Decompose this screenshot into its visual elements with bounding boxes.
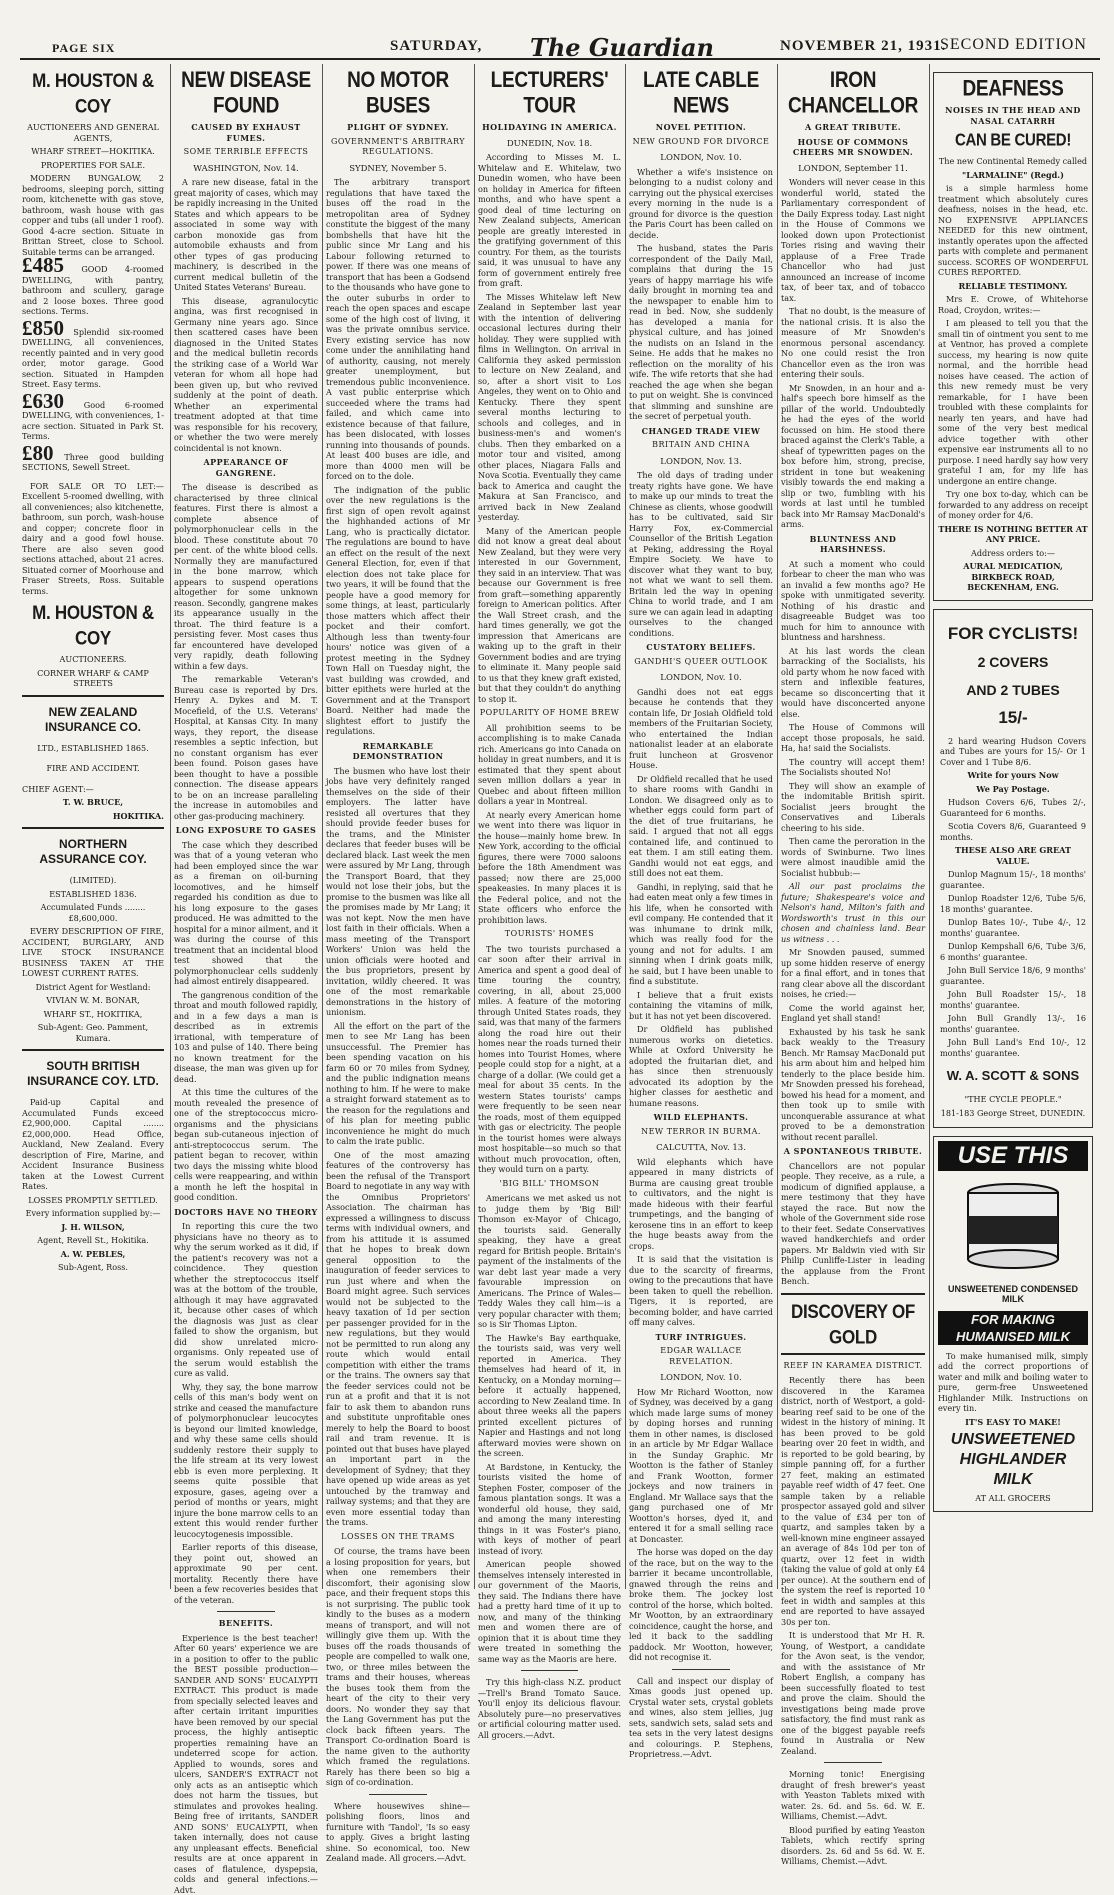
milk-ad [933, 1136, 1093, 1512]
section-heading: CUSTATORY BELIEFS. [629, 642, 773, 653]
advertisement-text: Morning tonic! Energising draught of fresh brewer's yeast with Yeaston Tablets mixed with water. 2s. 6d. and 5s. 6d. W. E. Williams, Chemist.—Advt. [781, 1769, 925, 1822]
section-heading: LONG EXPOSURE TO GASES [174, 825, 318, 836]
article-subhead: SOME TERRIBLE EFFECTS [174, 147, 318, 158]
article-paragraph: It is said that the visitation is due to the scarcity of firearms, owing to the precautions that have been taken to quell the rebellion. Tigers, it is reported, are becoming bolder, and have carried off many calves. [629, 1254, 773, 1328]
article-paragraph: The Misses Whitelaw left New Zealand in September last year with the intention of delivering occasional lectures during their holiday. They were supplied with films in Wellington. On arrival in California they asked permission to lecture on New Zealand, and so, after a short visit to Los Angeles, they went on to Ohio and Kentucky. There they spent several months lecturing to schools and colleges, and in business-men's and women's clubs. Then they embarked on a motor tour and visited, among other places, Niagara Falls and Nova Scotia. Eventually they came back to America and caught the Makura at San Francisco, and arrived back in New Zealand yesterday. [478, 292, 621, 523]
article-paragraph: Then came the peroration in the words of Swinburne. Two lines were almost inaudible amid the Socialist hubbub:— [781, 836, 925, 878]
insurance-heading: NORTHERN ASSURANCE COY. [22, 837, 164, 867]
ad-line: THERE IS NOTHING BETTER AT ANY PRICE. [938, 524, 1088, 545]
listing-price: £630 [22, 389, 64, 413]
article-paragraph: The case which they described was that of a young veteran who had been employed since the war as a fireman on oil-burning locomotives, and he himself regarded his condition as due to his long exposure to the gases produced. He was admitted to the hospital for a minor ailment, and it was during the course of this treatment that an incidental blood test showed that the polymorphonuclear cells suddenly had almost entirely disappeared. [174, 840, 318, 987]
article-paragraph: Recently there has been discovered in the Karamea district, north of Westport, a gold-bearing reef said to be one of the widest in the history of mining. It has been proved to be gold bearing over 20 feet in width, and is reported to be gold bearing, by simple panning off, for a further 27 feet, making an estimated payable reef width of 47 feet. One sample taken by a reliable prospector assayed gold and silver to the value of £34 per ton of quartz, and samples taken by a well-known mine engineer assayed an average of 84s 10d per ton of quartz, over 12 feet in width (taking the value of gold at only £4 per ounce). At the southern end of the system the reef is reported 10 feet in width and samples at this end are reported to have assayed 30s per ton. [781, 1375, 925, 1627]
tin-label: UNSWEETENED CONDENSED MILK [938, 1284, 1088, 1305]
column-motor-buses [326, 64, 470, 1589]
article-paragraph: Of course, the trams have been a losing proposition for years, but when one remembers their discomfort, their agonising slow pace, and their frequent stops this is not surprising. The public took kindly to the buses as a modern means of transport, and will not willingly give them up. With the buses off the roads thousands of people are compelled to walk one, two, or three miles between the trams and their houses, whereas the buses took them from the heart of the city to their very doors. No wonder they say that the Lang Government has put the clock back fifteen years. The Transport Co-ordination Board is the name given to the authority which framed the regulations. Rarely has there been so big a sign of co-ordination. [326, 1546, 470, 1788]
column-cable-news [629, 64, 773, 1589]
article-subhead: HOUSE OF COMMONS CHEERS MR SNOWDEN. [781, 137, 925, 158]
ad-line: ESTABLISHED 1836. [22, 889, 164, 900]
ad-line: We Pay Postage. [940, 784, 1086, 795]
article-paragraph: In reporting this cure the two physicians have no theory as to why the serum worked as it did, if the patient's recovery was not a coincidence. They question whether the streptococcus itself was at the bottom of the trouble, although it may have aggravated it, because other cases of which the diagnosis was just as clear failed to show the organism, but did show unrelated micro-organisms. Only repeated use of the serum would establish the cure as valid. [174, 1221, 318, 1379]
divider [22, 827, 164, 829]
section-heading: TOURISTS' HOMES [478, 929, 621, 940]
masthead-day: SATURDAY, [390, 38, 482, 55]
article-paragraph: Mr Snowden, in an hour and a-half's speech bore himself as the pillar of the world. Undoubtedly he had the eyes of the world focussed on him. He stood there braced against the Clerk's Table, a sheaf of typewritten pages on the box before him, strong, precise, strident in tone but weakening visibly towards the end making a slip or two, fumbling with his words at last until he tumbled back into Mr Ramsay MacDonald's arms. [781, 383, 925, 530]
dateline: CALCUTTA, Nov. 13. [629, 1143, 773, 1154]
article-headline: DISCOVERY OF GOLD [781, 1299, 925, 1350]
article-paragraph: All our past proclaims the future; Shakespeare's voice and Nelson's hand, Milton's faith and Wordsworth's trust in this our chosen and chainless land. Bear us witness . . . [781, 881, 925, 944]
advertisement-text: Call and inspect our display of Xmas goods just opened up. Crystal water sets, crystal goblets and wines, also stem jellies, jug sets, sandwich sets, salad sets and tea sets in the very latest designs and colourings. P. Stephens, Proprietress.—Advt. [629, 1676, 773, 1760]
ad-headline: FOR CYCLISTS! [940, 624, 1086, 644]
column-rule [474, 64, 475, 1589]
article-paragraph: At such a moment who could forbear to cheer the man who was an invalid a few months ago? He spoke with unmitigated severity. Nothing of his drastic and disagreeable Budget was too much for him to announce with bluntness and harshness. [781, 559, 925, 643]
dateline: LONDON, September 11. [781, 164, 925, 175]
listing-price: £850 [22, 316, 64, 340]
article-paragraph: Wonders will never cease in this wonderful world, stated the Parliamentary correspondent of the Daily Express today. Last night in the House of Commons we looked down upon Protectionist Tories rising and waving their applause of a Free Trade Chancellor who had just announced an increase of income tax, of beer tax, and of tobacco tax. [781, 177, 925, 303]
advertisement-text: Try this high-class N.Z. product—Trell's Brand Tomato Sauce. You'll enjoy its delicious flavour. Absolutely pure—no preservatives or artificial colouring matter used. All grocers.—Advt. [478, 1677, 621, 1740]
section-heading: GANDHI'S QUEER OUTLOOK [629, 657, 773, 668]
section-heading: WILD ELEPHANTS. [629, 1112, 773, 1123]
article-paragraph: The horse was doped on the day of the race, but on the way to the barrier it became uncontrollable, gnawed through the reins and broke them. The jockey lost control of the horse, which bolted. Mr Wootton, by an extraordinary coincidence, caught the horse, and led it back to the saddling paddock. Mr Wootton, however, did not recognise it. [629, 1547, 773, 1663]
ad-line: District Agent for Westland: [22, 982, 164, 993]
column-lecturers-tour [478, 64, 621, 1589]
listing-text: Splendid six-roomed DWELLING, all conveniences, recently painted and in very good order, motor garage. Good section. Situated in Hampden Street. Easy terms. [22, 327, 164, 390]
article-paragraph: The busmen who have lost their jobs have very definitely ranged themselves on the side of their employers. The latter have resisted all overtures that they should provide feeder buses for the trams, and the Minister declares that feeder buses will be declared black. Last week the men were assured by Mr Lang, through the Transport Board, that they would not lose their jobs, but the promise to the busmen was like all the promises made by Mr Lang; it was not kept. Now the men have lost faith in their officials. When a mass meeting of the Transport Workers' Union was held the union officials were hooted and the bus proprietors, present by invitation, wildly cheered. It was one of the most remarkable demonstrations in the history of unionism. [326, 766, 470, 1018]
page-number: PAGE SIX [52, 41, 115, 56]
insurance-heading: NEW ZEALAND INSURANCE CO. [22, 705, 164, 735]
section-heading: CHANGED TRADE VIEW [629, 426, 773, 437]
article-paragraph: How Mr Richard Wootton, now of Sydney, was deceived by a gang which made large sums of money by doping horses and running them in other names, is disclosed in an article by Mr Edgar Wallace in the Sunday Graphic. Mr Wootton is the father of Stanley and Frank Wootton, former jockeys and now trainers in England. Mr Wallace says that the gang purchased one of Mr Wootton's horses, dyed it, and entered it for a small selling race at Doncaster. [629, 1387, 773, 1545]
ad-line: FIRE AND ACCIDENT. [22, 763, 164, 774]
article-subhead: NEW GROUND FOR DIVORCE [629, 137, 773, 148]
ad-line: Write for yours Now [940, 770, 1086, 781]
article-headline: LATE CABLE NEWS [629, 69, 773, 120]
column-iron-chancellor [781, 64, 925, 1589]
article-paragraph: I believe that a fruit exists containing the vitamins of milk, but it has not yet been discovered. [629, 990, 773, 1022]
divider [22, 695, 164, 697]
column-new-disease [174, 64, 318, 1589]
milk-tin-icon [938, 1181, 1088, 1274]
ad-line: A. W. PEBLES, [22, 1249, 164, 1260]
divider [824, 1762, 882, 1763]
article-paragraph: Come the world against her, England yet shall stand! [781, 1003, 925, 1024]
article-paragraph: One of the most amazing features of the controversy has been the refusal of the Transport Board to negotiate in any way with the Omnibus Proprietors' Association. The chairman has expressed a willingness to discuss terms with individual owners, and from his attitude it is assumed that he hopes to break down general opposition to the inauguration of feeder services to run just where and when the Board might agree. Such services would not be subjected to the heavy taxation of 1d per section per passenger provided for in the new regulations, but they would not be permitted to run along any route which would entail competition with either the trams or the trains. The owners say that the feeder services could not be run at a profit and that it is not fair to ask them to abandon runs and substitute unprofitable ones merely to help the Board to boost rail and tram revenue. It is pointed out that buses have played an important part in the development of Sydney; that they have opened up wide areas as yet untouched by the tramway and railway systems; and that they are even more essential today than the trams. [326, 1150, 470, 1528]
article-paragraph: The remarkable Veteran's Bureau case is reported by Drs. Henry A. Dykes and M. T. Mocefield, of the U.S. Veterans' Hospital, at Kansas City. In many ways, they report, the disease resembles a septic infection, but no constant organism has ever been found. Poison gases have been thought to have a possible connection. The disease appears to be on an increase paralleling the increase in automobiles and other gas-producing machinery. [174, 674, 318, 821]
article-paragraph: All prohibition seems to be accomplishing is to make Canada rich. Americans go into Canada on holiday in great numbers, and it is estimated that they spent about seven million dollars a year in Quebec and about fifteen million dollars a year in Montreal. [478, 723, 621, 807]
listing-text: FOR SALE OR TO LET:—Excellent 5-roomed dwelling, with all conveniences; also kitchenette, bathroom, sun porch, wash-house and copper; concrete floor in dairy and a good fowl house. There are also seven good sections attached, about 21 acres. Situated corner of Moorhouse and Fraser Streets, Ross. Suitable terms. [22, 481, 164, 597]
column-rule [322, 64, 323, 1589]
article-paragraph: Exhausted by his task he sank back weakly to the Treasury Bench. Mr Ramsay MacDonald put his arm about him and helped him tenderly to the place beside him. Mr Snowden pressed his forehead, bowed his head for a moment, and then took up to smile with unconquerable assurance at what proved to be a demonstration without recent parallel. [781, 1027, 925, 1143]
ad-headline: AND 2 TUBES [940, 680, 1086, 700]
article-paragraph: It is understood that Mr H. R. Young, of Westport, a candidate for the Avon seat, is the vendor, and with the assistance of Mr Robert English, a company has been successfully floated to test and prove the claim. Should the investigations being made prove satisfactory, the find must rank as one of the biggest payable reefs found in Australia or New Zealand. [781, 1630, 925, 1756]
advertiser-heading: M. HOUSTON & COY [22, 601, 164, 652]
masthead-date: NOVEMBER 21, 1931. [780, 38, 946, 55]
ad-text: I am pleased to tell you that the small tin of ointment you sent to me at Ventnor, has proved a complete success, my hearing is now quite normal, and the horrible head noises have ceased. The action of this new remedy must be very remarkable, for I have been troubled with these complaints for nearly ten years, and have had some of the very best medical advice together with other expensive ear instruments all to no purpose. I need hardly say how very grateful I am, for my life has undergone an entire change. [938, 318, 1088, 486]
article-paragraph: The House of Commons will accept those proposals, he said. Ha, ha! said the Socialists. [781, 722, 925, 754]
ad-headline: USE THIS [938, 1141, 1088, 1171]
column-advertisements [933, 64, 1093, 1589]
article-paragraph: Whether a wife's insistence on belonging to a nudist colony and carrying out the physical exercises every morning in the nude is a ground for divorce is the question the Paris Court has been called on decide. [629, 167, 773, 241]
article-paragraph: The two tourists purchased a car soon after their arrival in America and spent a good deal of time touring the country, covering, in all, about 25,000 miles. A feature of the motoring through United States roads, they said, was that many of the farmers along the road hire out their homes near the roads turned their homes into Tourist Homes, where people could stop for a night, at a charge of a dollar. (We could get a meal for about 35 cents. In the western States tourists' camps were frequently to be seen near the roads, most of them equipped with gas or electricity. The people in the tourist homes were always most hospitable—so much so that without much provocation, often, they would turn on a party. [478, 944, 621, 1175]
article-paragraph: At his last words the clean barracking of the Socialists, his old party whom he now faced with stern and inflexible features, became so disconcerting that it would have disconcerted anyone else. [781, 646, 925, 720]
section-heading: POPULARITY OF HOME BREW [478, 708, 621, 719]
divider [217, 1611, 275, 1612]
article-paragraph: The country will accept them! The Socialists shouted No! [781, 757, 925, 778]
ad-text: John Bull Land's End 10/-, 12 months' guarantee. [940, 1037, 1086, 1058]
divider [781, 1293, 925, 1295]
ad-line: VIVIAN W. M. BONAR, [22, 995, 164, 1006]
listing-text: EVERY DESCRIPTION OF FIRE, ACCIDENT, BURGLARY, AND LIVE STOCK INSURANCE BUSINESS TAKEN AT THE LOWEST CURRENT RATES. [22, 926, 164, 979]
divider [22, 1049, 164, 1051]
article-paragraph: All the effort on the part of the men to see Mr Lang has been unsuccessful. The Premier has been spending vacation on his farm 60 or 70 miles from Sydney, and the public indignation means nothing to him. If he were to make a straight forward statement as to the reason for the regulations and of his plan for meeting public inconvenience he might do much to calm the irate public. [326, 1021, 470, 1147]
ad-headline: CAN BE CURED! [938, 128, 1088, 153]
article-paragraph: The gangrenous condition of the throat and mouth followed rapidly, and in a few days a man is described as in extremis irrational, with temperature of 103 and pulse of 140. There being no known treatment for the disease, the man was given up for dead. [174, 990, 318, 1085]
ad-line: The new Continental Remedy called [938, 156, 1088, 167]
listing-price: £80 [22, 441, 54, 465]
article-paragraph: Dr Oldfield recalled that he used to share rooms with Gandhi in London. We disagreed only as to whether eggs could form part of the diet of true fruitarians, he said. I argued that not all eggs contained life, and continued to eat them. I am still eating them. Gandhi would not eat eggs, and still does not eat them. [629, 774, 773, 879]
ad-line: "LARMALINE" (Regd.) [938, 170, 1088, 181]
column-rule [170, 64, 171, 1589]
divider [521, 1670, 578, 1671]
advertiser-heading: M. HOUSTON & COY [22, 69, 164, 120]
advertisement-text: Blood purified by eating Yeaston Tablets, which rectify spring disorders. 2s. 6d and 5s 6d. W. E. Williams, Chemist.—Advt. [781, 1825, 925, 1867]
ad-line: THESE ALSO ARE GREAT VALUE. [940, 845, 1086, 866]
article-paragraph: The disease is described as characterised by three clinical features. First there is almost a complete absence of polymorphonuclear cells in the blood. These constitute about 70 per cent. of the white blood cells. Normally they are manufactured in the bone marrow, which appears to suspend operations altogether for some unknown reason. Secondly, gangrene makes its appearance usually in the throat. The third feature is a persisting fever. Most cases thus far encountered have developed very rapidly, death following within a few days. [174, 482, 318, 671]
ad-line: PROPERTIES FOR SALE. [22, 160, 164, 171]
column-rule [777, 64, 778, 1589]
ad-line: Address orders to:— [938, 548, 1088, 559]
section-heading: BRITAIN AND CHINA [629, 440, 773, 451]
ad-line: CHIEF AGENT:— [22, 784, 164, 795]
ad-line: RELIABLE TESTIMONY. [938, 281, 1088, 292]
ad-text: Hudson Covers 6/6, Tubes 2/-, Guaranteed for 6 months. [940, 797, 1086, 818]
ad-line: Accumulated Funds ........ £8,600,000. [22, 902, 164, 923]
section-heading: BENEFITS. [174, 1618, 318, 1629]
article-paragraph: Gandhi does not eat eggs because he contends that they contain life, Dr Josiah Oldfield told members of the Fruitarian Society, who entertained the Indian nationalist leader at an elaborate fruit luncheon at Grosvenor House. [629, 687, 773, 771]
dateline: LONDON, Nov. 10. [629, 673, 773, 684]
article-subhead: GOVERNMENT'S ARBITRARY REGULATIONS. [326, 137, 470, 158]
ad-line: HOKITIKA. [22, 811, 164, 822]
ad-text: To make humanised milk, simply add the correct proportions of water and milk and boiling water to pure, germ-free Unsweetened Highlander Milk. Instructions on every tin. [938, 1351, 1088, 1414]
ad-headline: UNSWEETENED HIGHLANDER MILK [938, 1430, 1088, 1490]
article-subhead: CAUSED BY EXHAUST FUMES. [174, 122, 318, 143]
ad-headline: FOR MAKING HUMANISED MILK [938, 1311, 1088, 1345]
section-heading: REMARKABLE DEMONSTRATION [326, 741, 470, 762]
section-heading: BLUNTNESS AND HARSHNESS. [781, 534, 925, 555]
ad-line: (LIMITED). [22, 875, 164, 886]
ad-line: Agent, Revell St., Hokitika. [22, 1235, 164, 1246]
masthead [20, 36, 1100, 60]
listing-text: MODERN BUNGALOW, 2 bedrooms, sleeping porch, sitting room, kitchenette with gas stove, bathroom, wash house with gas copper and tubs (all under 1 roof). Good 4-acre section. Situate in Brittan Street, close to School. Suitable terms can be arranged. [22, 173, 164, 257]
listing-text: GOOD 4-roomed DWELLING, with pantry, bathroom and scullery, garage and 2 loose boxes. Three good sections. Terms. [22, 264, 164, 316]
article-headline: NEW DISEASE FOUND [174, 69, 318, 120]
dateline: LONDON, Nov. 10. [629, 153, 773, 164]
article-paragraph: Gandhi, in replying, said that he had eaten meat only a few times in his life, when he consorted with evil company. He contended that it was inhumane to drink milk, which was really food for the young and not for adults. I am sinning when I drink goats milk, he said, but I have been unable to find a substitute. [629, 882, 773, 987]
article-paragraph: Many of the American people did not know a great deal about New Zealand, but they were very interested in our Government, they said in an interview. That was because our Government is free from graft—something apparently foreign to American politics. After the Wall Street crash, and the hard times generally, we got the impression that Americans are waking up to the graft in their Government bodies and are trying to eliminate it. Many people said to us that they knew graft existed, but that they couldn't do anything to stop it. [478, 526, 621, 705]
ad-text: Scotia Covers 8/6, Guaranteed 9 months. [940, 821, 1086, 842]
ad-subhead: NOISES IN THE HEAD AND NASAL CATARRH [938, 105, 1088, 126]
dateline: WASHINGTON, Nov. 14. [174, 164, 318, 175]
listing-text: Three good building SECTIONS, Sewell Street. [22, 452, 164, 473]
article-paragraph: American people showed themselves intensely interested in our government of the Maoris, they said. The Indians there have had a pretty hard time of it up to now, and many of the thinking men and women there are of opinion that it is about time they were treated in something the same way as the Maoris are here. [478, 1559, 621, 1664]
article-paragraph: At Bardstone, in Kentucky, the tourists visited the home of Stephen Foster, composer of the famous plantation songs. It was a wonderful old house, they said, and among the many interesting things in it was Foster's piano, with keys of mother of pearl instead of ivory. [478, 1462, 621, 1557]
ad-line: IT'S EASY TO MAKE! [938, 1417, 1088, 1428]
section-heading: LOSSES ON THE TRAMS [326, 1532, 470, 1543]
divider [781, 1353, 925, 1355]
article-paragraph: Dr Oldfield has published numerous works on dietetics. While at Oxford University he adopted the fruitarian diet, and has since then strenuously advocated its adoption by the higher classes for aesthetic and humane reasons. [629, 1024, 773, 1108]
ad-line: CORNER WHARF & CAMP STREETS [22, 668, 164, 689]
article-paragraph: Americans we met asked us not to judge them by 'Big Bill' Thomson ex-Mayor of Chicago, the tourists said. Generally speaking, they have a great regard for British people. Britain's payment of the instalments of the war debt last year made a very favourable impression on Americans. The Prince of Wales—Teddy Wales they call him—is a very popular character with them; so is Sir Thomas Lipton. [478, 1193, 621, 1330]
article-paragraph: The Hawke's Bay earthquake, the tourists said, was very well reported in America. They themselves had heard of it, in Kentucky, on a Monday morning—before it actually happened, according to New Zealand time. In about three weeks all the papers printed excellent pictures of Napier and Hastings and not long afterward movies were shown on the screen. [478, 1333, 621, 1459]
deafness-ad [933, 72, 1093, 601]
insurance-heading: SOUTH BRITISH INSURANCE COY. LTD. [22, 1059, 164, 1089]
ad-text: Mrs E. Crowe, of Whitehorse Road, Croydon, writes:— [938, 294, 1088, 315]
section-heading: TURF INTRIGUES. [629, 1332, 773, 1343]
article-paragraph: The indignation of the public over the new regulations is the first sign of open revolt against the highhanded actions of Mr Lang, who is practically dictator. The regulations are bound to have an effect on the result of the next General Election, for, even if that election does not take place for two years, it will be found that the people have a good memory for some things, at least, particularly those matters which affect their pocket and their comfort. Although less than twenty-four hours' notice was given of a protest meeting in the Sydney Town Hall on Tuesday night, the vast building was crowded, and bitter epithets were hurled at the Government and at the Transport Board. Neither had made the slightest effort to justify the regulations. [326, 485, 470, 737]
ad-line: AT ALL GROCERS [938, 1493, 1088, 1504]
article-headline: LECTURERS' TOUR [478, 69, 621, 120]
dateline: SYDNEY, November 5. [326, 164, 470, 175]
ad-text: Dunlop Magnum 15/-, 18 months' guarantee. [940, 869, 1086, 890]
ad-line: LTD., ESTABLISHED 1865. [22, 743, 164, 754]
ad-line: AUCTIONEERS AND GENERAL AGENTS, [22, 122, 164, 143]
ad-text: Dunlop Kempshall 6/6, Tube 3/6, 6 months' guarantee. [940, 941, 1086, 962]
ad-line: "THE CYCLE PEOPLE." [940, 1094, 1086, 1105]
ad-headline: DEAFNESS [938, 77, 1088, 102]
divider [672, 1669, 730, 1670]
ad-headline: W. A. SCOTT & SONS [940, 1066, 1086, 1086]
advertisement-text: Experience is the best teacher! After 60 years' experience we are in a position to offer to the public the BEST possible production—SANDER AND SONS' EUCALYPTI EXTRACT. This product is made from specially selected leaves and after certain irritant impurities have been removed by our special process, the highly antiseptic properties remaining have an undeterred scope for action. Applied to wounds, sores and ulcers, SANDER'S EXTRACT not only acts as an antiseptic which does not harm the tissues, but stimulates and provokes healing. Being free of irritants, SANDER AND SONS' EUCALYPTI, when taken internally, does not cause any unpleasant effects. Beneficial results are at once apparent in cases of flatulence, dyspepsia, colds and general infections.—Advt. [174, 1633, 318, 1895]
ad-line: J. H. WILSON, [22, 1222, 164, 1233]
article-paragraph: The husband, states the Paris correspondent of the Daily Mail, complains that during the 15 years of happy marriage his wife daily brought in morning tea and the newspaper to enable him to read in bed. Now, she suddenly has developed a mania for physical culture, and has joined the nudists on an Island in the Seine. He adds that he makes no reflection on the morality of his wife. The wife retorts that she had reached the age when she began to put on weight. She is convinced that slimming and sunshine are the secret of perpetual youth. [629, 243, 773, 422]
article-headline: IRON CHANCELLOR [781, 69, 925, 120]
section-heading: NEW TERROR IN BURMA. [629, 1127, 773, 1138]
ad-line: WHARF ST., HOKITIKA, [22, 1009, 164, 1020]
article-paragraph: That no doubt, is the measure of the national crisis. It is also the measure of Mr Snowden's enormous personal ascendancy. No one could resist the Iron Chancellor even as the iron was entering their souls. [781, 306, 925, 380]
cyclists-ad [933, 609, 1093, 1129]
article-subhead: HOLIDAYING IN AMERICA. [478, 122, 621, 133]
dateline: DUNEDIN, Nov. 18. [478, 139, 621, 150]
article-paragraph: Mr Snowden paused, summed up some hidden reserve of energy for a final effort, and in tones that rang clear above all the discordant noises, he cried:— [781, 947, 925, 1000]
section-heading: EDGAR WALLACE REVELATION. [629, 1346, 773, 1367]
article-paragraph: Earlier reports of this disease, they point out, showed an approximate 90 per cent. mortality. Recently there have been a few recoveries besides that of the veteran. [174, 1542, 318, 1605]
section-heading: A SPONTANEOUS TRIBUTE. [781, 1146, 925, 1157]
ad-line: Sub-Agent, Ross. [22, 1262, 164, 1273]
divider [369, 1794, 427, 1795]
article-paragraph: They will show an example of the indomitable British spirit. Socialist jeers brought the Conservatives and Liberals cheering to his side. [781, 781, 925, 834]
article-headline: NO MOTOR BUSES [326, 69, 470, 120]
dateline: LONDON, Nov. 10. [629, 1373, 773, 1384]
column-classifieds [22, 64, 164, 1589]
section-heading: APPEARANCE OF GANGRENE. [174, 457, 318, 478]
article-paragraph: Why, they say, the bone marrow cells of this man's body went on strike and ceased the manufacture of polymorphonuclear leucocytes is beyond our limited knowledge, and why these same cells should suddenly restore their supply to the life stream at its very lowest ebb is even more perplexing. It seems quite possible that exposure, gases, ageing over a period of months or years, might injure the bone marrow cells to an extent this would render further leucocytogenesis impossible. [174, 1382, 318, 1540]
listing-text: Paid-up Capital and Accumulated Funds exceed £2,900,000. Capital ........ £2,000,000. Head Office, Auckland, New Zealand. Every description of Fire, Marine, and Accident Insurance Business taken at the Lowest Current Rates. [22, 1097, 164, 1192]
ad-text: John Bull Grandly 13/-, 16 months' guarantee. [940, 1013, 1086, 1034]
edition-label: SECOND EDITION [940, 36, 1087, 54]
article-paragraph: According to Misses M. L. Whitelaw and E. Whitelaw, two Dunedin women, who have been on holiday in America for fifteen months, and who have spent a good deal of time lecturing on New Zealand subjects, American people are greatly interested in the gratifying government of this country. For them, as the tourists said, it was unusual to have any form of government entirely free from graft. [478, 152, 621, 289]
column-rule [929, 64, 930, 1589]
article-subhead: NOVEL PETITION. [629, 122, 773, 133]
section-heading: DOCTORS HAVE NO THEORY [174, 1207, 318, 1218]
article-paragraph: This disease, agranulocytic angina, was first recognised in Germany nine years ago. Since then scattered cases have been diagnosed in the United States and the medical bulletin records the striking case of a World War veteran for whom all hope had been given up, but who revived suddenly at the point of death. Whether an experimental treatment adopted at that time was responsible for his recovery, or whether the two were merely coincidental is not known. [174, 296, 318, 454]
ad-line: Every information supplied by:— [22, 1208, 164, 1219]
ad-line: 181-183 George Street, DUNEDIN. [940, 1108, 1086, 1119]
ad-line: AURAL MEDICATION, BIRKBECK ROAD, BECKENHAM, ENG. [938, 561, 1088, 593]
ad-line: T. W. BRUCE, [22, 797, 164, 808]
article-paragraph: A rare new disease, fatal in the great majority of cases, which may be rapidly increasing in the United States and which appears to be associated in some way with carbon monoxide gas from automobile exhausts and from other types of gas producing machinery, is described in the current medical bulletin of the United States Veterans' Bureau. [174, 177, 318, 293]
ad-text: is a simple harmless home treatment which absolutely cures deafness, noises in the head, etc. NO EXPENSIVE APPLIANCES NEEDED for this new ointment, instantly operates upon the affected parts with complete and permanent success. SCORES OF WONDERFUL CURES REPORTED. [938, 183, 1088, 278]
dateline: LONDON, Nov. 13. [629, 457, 773, 468]
listing-text: Good 6-roomed DWELLING, with conveniences, 1-acre section. Situated in Park St. Terms. [22, 400, 164, 442]
article-subhead: REEF IN KARAMEA DISTRICT. [781, 1361, 925, 1372]
article-paragraph: At nearly every American home we went into there was liquor in the house—mainly home brew. In New York, according to the official figures, there were 7000 saloons before the 18th Amendment was passed; now there are 25,000 speakeasies. In many places it is the Federal police, and not the State officers who enforce the prohibition laws. [478, 810, 621, 926]
ad-text: Try one box to-day, which can be forwarded to any address on receipt of money order for 4/6. [938, 489, 1088, 521]
ad-line: WHARF STREET—HOKITIKA. [22, 146, 164, 157]
ad-line: LOSSES PROMPTLY SETTLED. [22, 1195, 164, 1206]
ad-text: Dunlop Bates 10/-, Tube 4/-, 12 months' guarantee. [940, 917, 1086, 938]
column-rule [625, 64, 626, 1589]
ad-price: 15/- [940, 708, 1086, 728]
ad-line: Sub-Agent: Geo. Pamment, Kumara. [22, 1022, 164, 1043]
ad-text: John Bull Roadster 15/-, 18 months' guarantee. [940, 989, 1086, 1010]
article-paragraph: At this time the cultures of the mouth revealed the presence of one of the streptococcus micro-organisms and the physicians began sub-cutaneous injection of anti-streptococcus serum. The patient began to recover, within two days the missing white blood cells were reappearing, and within a month he left the hospital in good condition. [174, 1087, 318, 1203]
article-paragraph: The old days of trading under treaty rights have gone. We have to make up our minds to treat the Chinese as clients, whose goodwill has to be cultivated, said Sir Harry Fox, ex-Commercial Counsellor of the British Legation at Peking, addressing the Royal Empire Society. We have to discover what they want to buy, not what we want to sell them. Britain led the way in opening China to world trade, and I am sure we can again lead in adapting ourselves to the changed conditions. [629, 470, 773, 638]
article-subhead: PLIGHT OF SYDNEY. [326, 122, 470, 133]
ad-text: John Bull Service 18/6, 9 months' guarantee. [940, 965, 1086, 986]
ad-text: 2 hard wearing Hudson Covers and Tubes are yours for 15/- Or 1 Cover and 1 Tube 8/6. [940, 736, 1086, 768]
ad-line: AUCTIONEERS. [22, 654, 164, 665]
advertisement-text: Where housewives shine—polishing floors, linos and furniture with 'Tandol', 'Is so easy to apply. Gives a bright lasting shine. So economical, too. New Zealand made. All grocers.—Advt. [326, 1801, 470, 1864]
ad-text: Dunlop Roadster 12/6, Tube 5/6, 18 months' guarantee. [940, 893, 1086, 914]
article-subhead: A GREAT TRIBUTE. [781, 122, 925, 133]
section-heading: 'BIG BILL' THOMSON [478, 1179, 621, 1190]
article-paragraph: Wild elephants which have appeared in many districts of Burma are causing great trouble to cultivators, and the night is made hideous with their fearful trumpetings, and the banging of kerosene tins in an effort to keep the huge beasts away from the crops. [629, 1157, 773, 1252]
listing-price: £485 [22, 253, 64, 277]
article-paragraph: Chancellors are not popular people. They receive, as a rule, a modicum of dignified applause, a mere testimony that they have stayed the race. But now the whole of the Government side rose to their feet. Sedate Conservatives waved handkerchiefs and order papers. Mr Baldwin vied with Sir Philip Cunliffe-Lister in leading the applause from the Front Bench. [781, 1161, 925, 1287]
article-paragraph: The arbitrary transport regulations that have taxed the buses off the road in the metropolitan area of Sydney constitute the biggest of the many bombshells that have hit the public since Mr Lang and his Labour following returned to power. If there was one means of transport that has been a Godsend to the thousands who have gone to the outer suburbs in order to reach the open spaces and escape some of the high cost of living, it was the private omnibus service. Every existing service has now come under the annihilating hand of authority, causing, not merely greater unemployment, but tremendous public inconvenience. A vast public enterprise which succeeded where the trams had failed, and which came into existence because of that failure, has been dislocated, with losses running into thousands of pounds. At least 400 buses are idle, and more than 4000 men will be forced on to the dole. [326, 177, 470, 482]
newspaper-title: The Guardian [530, 33, 714, 62]
ad-headline: 2 COVERS [940, 652, 1086, 672]
